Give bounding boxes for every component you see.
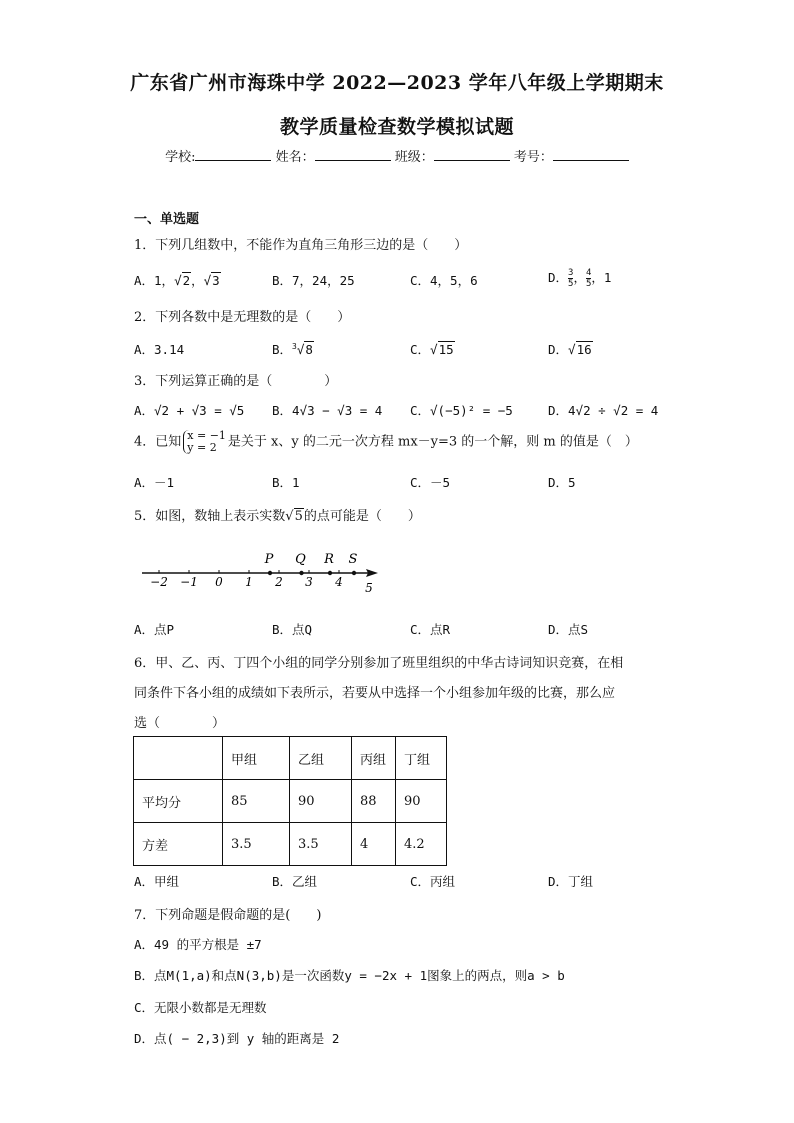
point-p-label: P xyxy=(264,552,274,567)
q3-option-c[interactable]: C．√(−5)² = −5 xyxy=(410,403,513,418)
q5-stem-post: 的点可能是（ ） xyxy=(303,509,421,524)
score-table xyxy=(133,736,447,866)
name-blank[interactable] xyxy=(315,148,391,161)
q1-d-prefix: D． xyxy=(548,270,569,285)
axis-tick-label: 4 xyxy=(335,575,343,589)
student-info-row xyxy=(0,146,794,165)
table-header-cell: 丁组 xyxy=(396,737,447,780)
q6-option-d[interactable]: D．丁组 xyxy=(548,874,594,889)
q4-system-x: x = −1 xyxy=(187,429,226,442)
table-cell: 3.5 xyxy=(223,823,290,866)
point-s-label: S xyxy=(348,552,358,567)
table-cell: 88 xyxy=(352,780,396,823)
table-cell: 4.2 xyxy=(396,823,447,866)
table-header-cell xyxy=(134,737,223,780)
point-s-marker xyxy=(352,571,356,575)
q7-option-b[interactable]: B．点M(1,a)和点N(3,b)是一次函数y = −2x + 1图象上的两点，则a > b xyxy=(134,968,565,983)
q4-option-d[interactable]: D．5 xyxy=(548,475,576,490)
name-label: 姓名： xyxy=(275,150,315,165)
exam-number-blank[interactable] xyxy=(553,148,629,161)
q4-system-y: y = 2 xyxy=(187,441,217,454)
axis-tick-label: −1 xyxy=(180,575,198,589)
q5-option-d[interactable]: D．点S xyxy=(548,622,589,637)
axis-tick-label: −2 xyxy=(150,575,168,589)
class-blank[interactable] xyxy=(434,148,510,161)
table-cell: 85 xyxy=(223,780,290,823)
q5-option-b[interactable]: B．点Q xyxy=(272,622,313,637)
q7-option-c[interactable]: C．无限小数都是无理数 xyxy=(134,1000,267,1015)
q5-stem xyxy=(134,505,421,524)
q2-option-b[interactable] xyxy=(272,340,314,358)
q7-stem: 7．下列命题是假命题的是( ) xyxy=(134,908,322,923)
q5-stem-pre: 5．如图，数轴上表示实数 xyxy=(134,509,286,524)
q2-c-prefix: C． xyxy=(410,342,431,357)
axis-tick-label: 5 xyxy=(365,581,373,595)
table-cell: 4 xyxy=(352,823,396,866)
q1-d-den2: 5 xyxy=(585,279,592,289)
exam-title-line1: 广东省广州市海珠中学 2022—2023 学年八年级上学期期末 xyxy=(130,72,664,94)
q1-d-suffix: ，1 xyxy=(591,270,612,285)
point-q-marker xyxy=(299,571,303,575)
q6-option-a[interactable]: A．甲组 xyxy=(134,874,180,889)
q3-option-b[interactable]: B．4√3 − √3 = 4 xyxy=(272,403,383,418)
table-cell: 3.5 xyxy=(290,823,352,866)
q7-option-a[interactable]: A．49 的平方根是 ±7 xyxy=(134,937,262,952)
table-cell: 90 xyxy=(290,780,352,823)
q1-a-radicand2: 3 xyxy=(212,273,220,288)
q4-stem-post: 是关于 x、y 的二元一次方程 mx－y=3 的一个解，则 m 的值是（ ） xyxy=(227,434,638,450)
school-label: 学校: xyxy=(165,150,196,165)
section-heading: 一、单选题 xyxy=(134,212,200,227)
q2-d-prefix: D． xyxy=(548,342,569,357)
q4-stem-pre: 4．已知 xyxy=(134,434,182,450)
q6-option-b[interactable]: B．乙组 xyxy=(272,874,318,889)
q1-d-num2: 4 xyxy=(585,268,592,278)
exam-number-label: 考号： xyxy=(513,150,553,165)
axis-tick-label: 2 xyxy=(275,575,283,589)
q2-stem: 2．下列各数中是无理数的是（ ） xyxy=(134,310,351,325)
q1-d-den1: 5 xyxy=(568,279,574,289)
q4-option-c[interactable]: C．－5 xyxy=(410,475,451,490)
table-cell: 方差 xyxy=(134,823,223,866)
point-r-marker xyxy=(328,571,332,575)
exam-title-line2: 教学质量检查数学模拟试题 xyxy=(279,116,514,138)
table-header-row xyxy=(134,737,447,780)
sqrt-sign: √15 xyxy=(430,342,454,357)
q2-b-root-index: 3 xyxy=(292,341,297,351)
q1-option-b[interactable]: B．7，24，25 xyxy=(272,273,355,288)
sqrt-sign: √3 xyxy=(203,273,220,288)
point-p-marker xyxy=(268,571,272,575)
q4-option-a[interactable]: A．－1 xyxy=(134,475,175,490)
table-header-cell: 丙组 xyxy=(352,737,396,780)
q6-option-c[interactable]: C．丙组 xyxy=(410,874,456,889)
table-row xyxy=(134,823,447,866)
point-r-label: R xyxy=(324,552,334,567)
q1-option-a[interactable] xyxy=(134,271,221,289)
q5-option-c[interactable]: C．点R xyxy=(410,622,451,637)
q1-d-num1: 3 xyxy=(568,268,574,278)
equation-system xyxy=(183,430,226,454)
q1-stem: 1．下列几组数中，不能作为直角三角形三边的是（ ） xyxy=(134,238,468,253)
fraction xyxy=(568,268,573,289)
q3-option-a[interactable]: A．√2 + √3 = √5 xyxy=(134,403,245,418)
table-header-cell: 乙组 xyxy=(290,737,352,780)
q2-d-radicand: 16 xyxy=(576,342,592,357)
q4-option-b[interactable]: B．1 xyxy=(272,475,300,490)
q1-a-prefix: A．1， xyxy=(134,273,175,288)
q1-a-radicand1: 2 xyxy=(182,273,191,288)
q2-c-radicand: 15 xyxy=(438,342,454,357)
sqrt-sign: √2 xyxy=(174,273,191,288)
point-q-label: Q xyxy=(295,552,306,567)
q6-stem-line2: 同条件下各小组的成绩如下表所示，若要从中选择一个小组参加年级的比赛，那么应 xyxy=(134,686,616,701)
q5-stem-radicand: 5 xyxy=(294,509,303,524)
q1-a-sep: ， xyxy=(191,273,204,288)
q3-stem: 3．下列运算正确的是（ ） xyxy=(134,374,338,389)
q2-b-prefix: B． xyxy=(272,342,293,357)
number-line-figure xyxy=(140,548,390,596)
cbrt-sign: √8 xyxy=(296,342,313,357)
sqrt-sign: √5 xyxy=(285,509,303,524)
table-cell: 90 xyxy=(396,780,447,823)
q2-option-c[interactable] xyxy=(410,340,455,358)
q2-option-a[interactable]: A．3.14 xyxy=(134,342,185,357)
axis-tick-label: 3 xyxy=(305,575,313,589)
table-cell: 平均分 xyxy=(134,780,223,823)
q4-stem xyxy=(134,430,638,454)
sqrt-sign: √16 xyxy=(568,342,592,357)
q7-option-d[interactable]: D．点( − 2,3)到 y 轴的距离是 2 xyxy=(134,1031,340,1046)
axis-tick-label: 1 xyxy=(245,575,253,589)
q5-option-a[interactable]: A．点P xyxy=(134,622,175,637)
q2-option-d[interactable] xyxy=(548,340,593,358)
q2-b-radicand: 8 xyxy=(305,342,313,357)
table-row xyxy=(134,780,447,823)
axis-tick-label: 0 xyxy=(215,575,223,589)
q3-option-d[interactable]: D．4√2 ÷ √2 = 4 xyxy=(548,403,659,418)
q1-option-c[interactable]: C．4，5，6 xyxy=(410,273,478,288)
class-label: 班级： xyxy=(394,150,434,165)
table-header-cell: 甲组 xyxy=(223,737,290,780)
q1-option-d[interactable]: D． $\frac{3}{5}$ ， $\frac{4}{5}$ ，1 xyxy=(548,268,612,289)
q6-stem-line3: 选（ ） xyxy=(134,716,226,731)
q6-stem-line1: 6．甲、乙、丙、丁四个小组的同学分别参加了班里组织的中华古诗词知识竞赛，在相 xyxy=(134,656,624,671)
school-blank[interactable] xyxy=(195,148,271,161)
